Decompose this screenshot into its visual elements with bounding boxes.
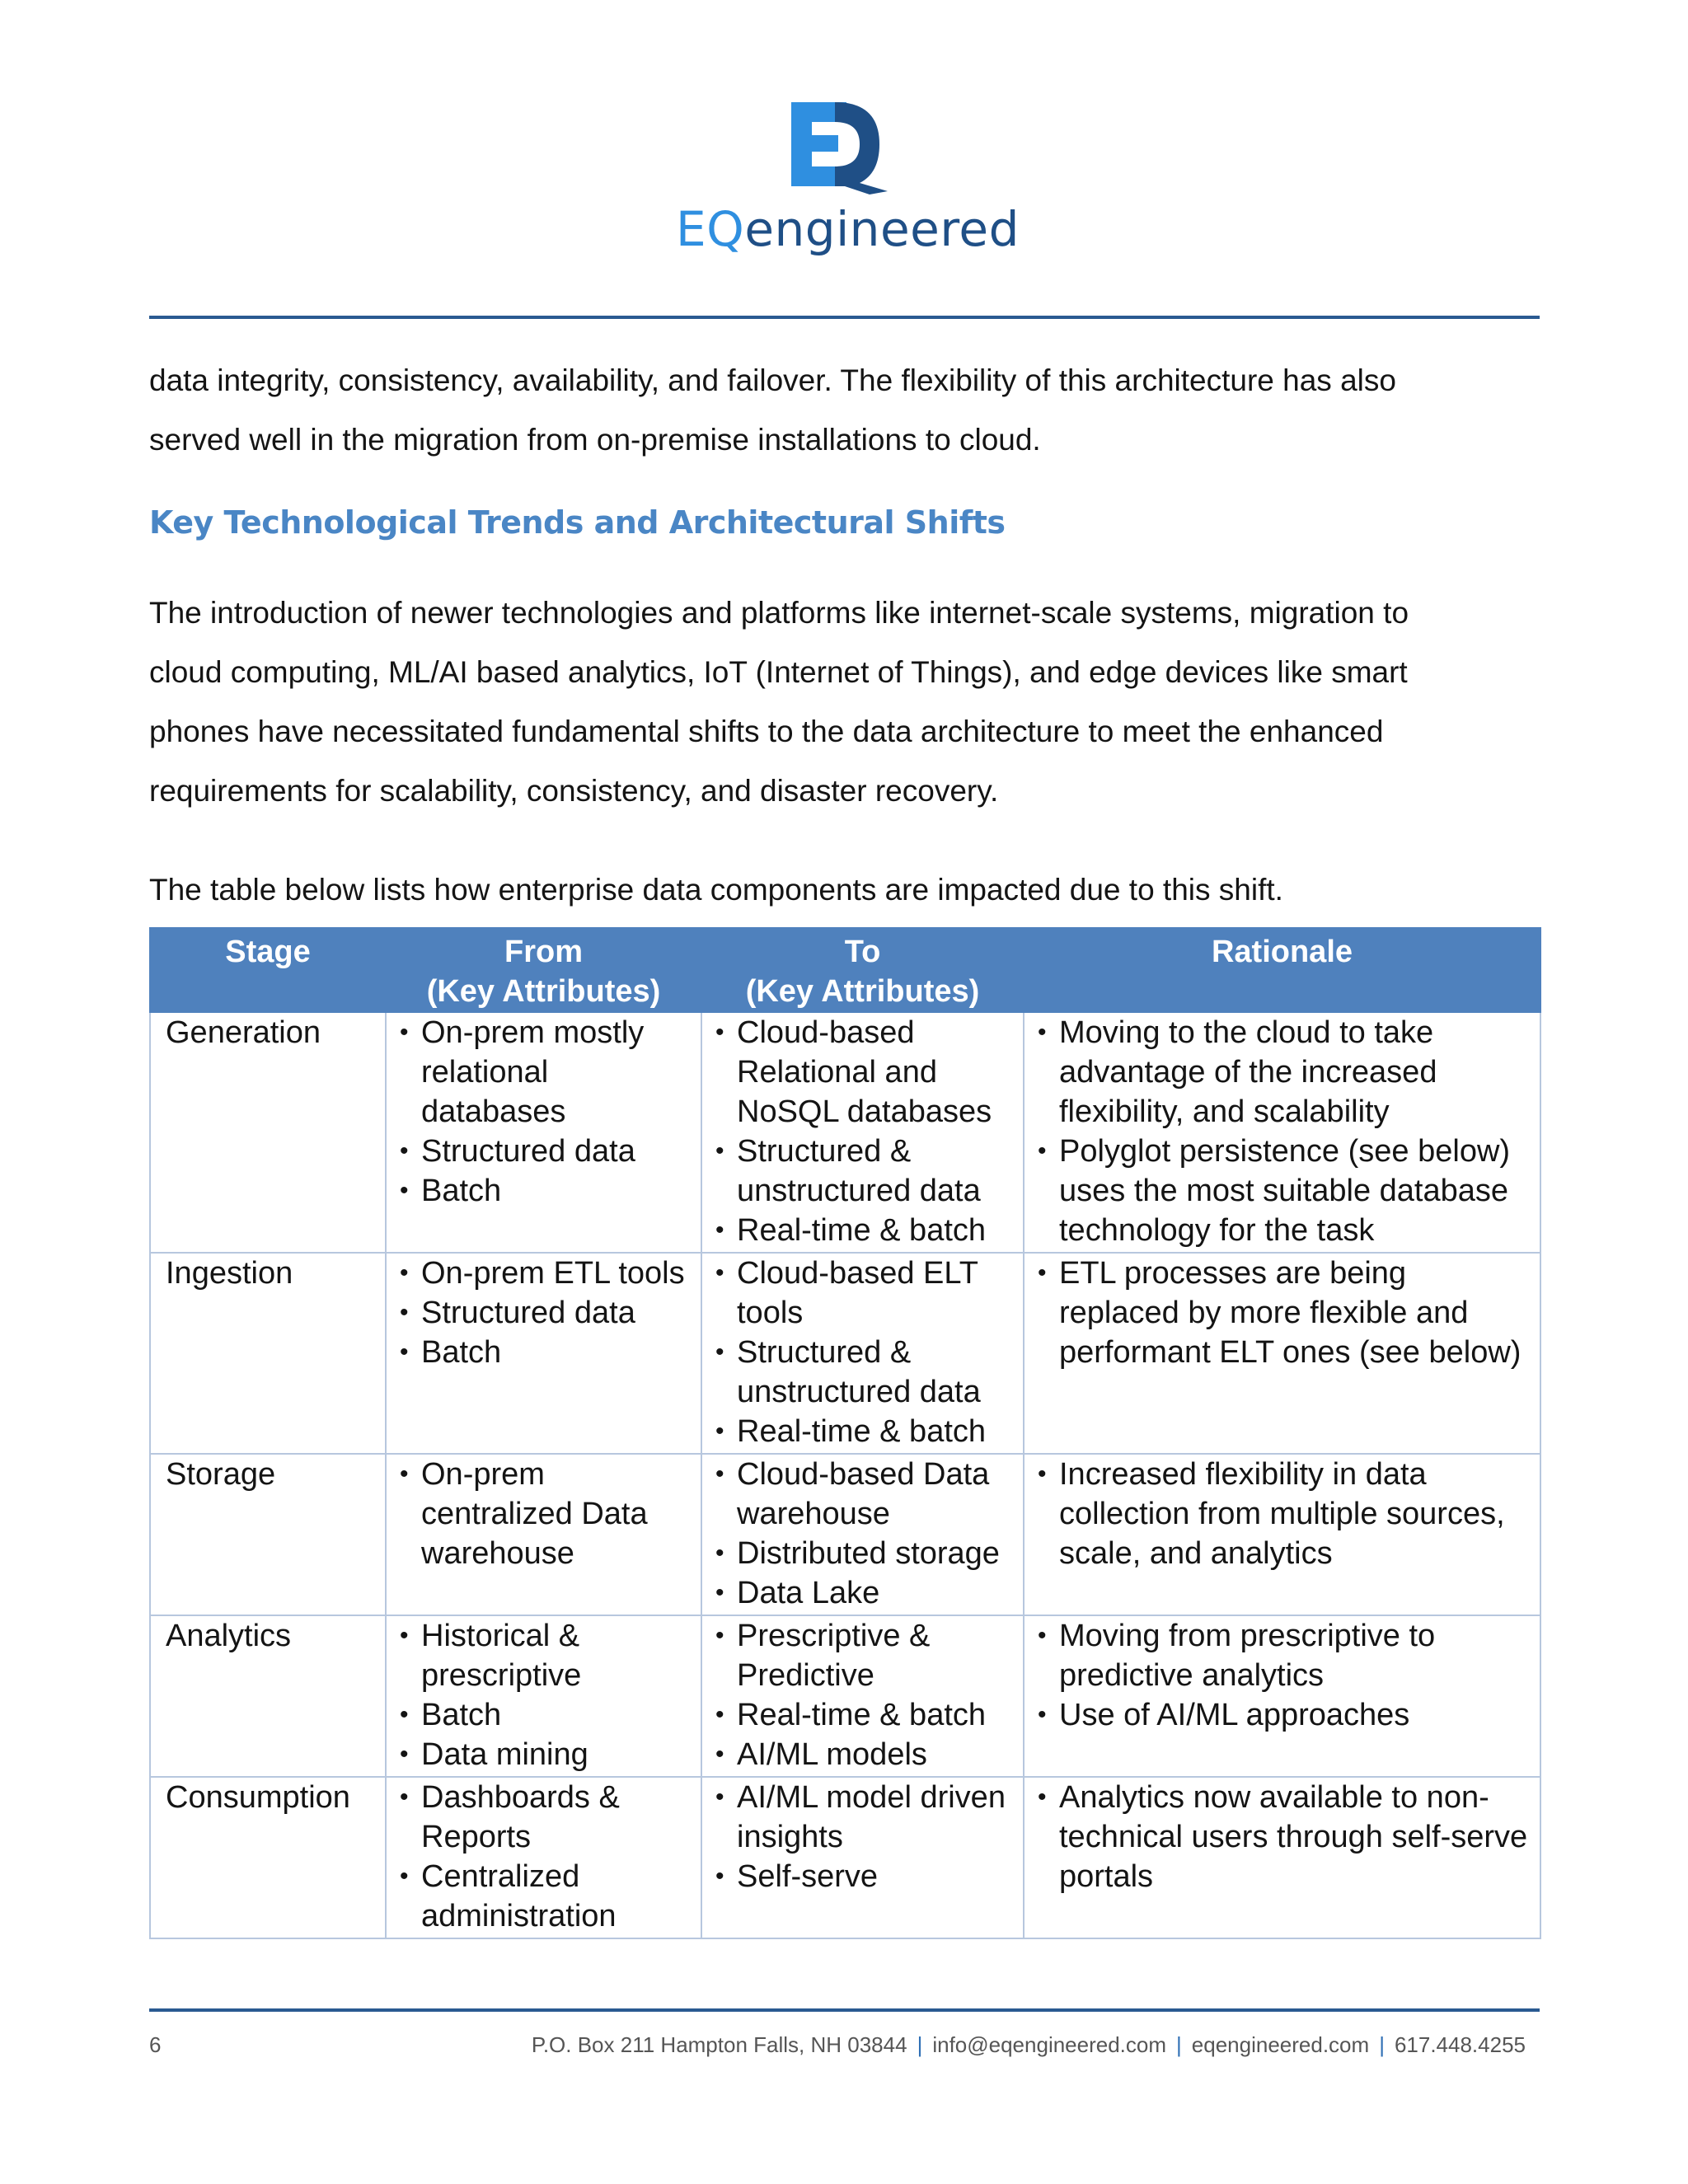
to-cell — [701, 1012, 1024, 1253]
to-list-item: • Prescriptive & Predictive — [715, 1616, 1018, 1695]
from-list-item: • Centralized administration — [400, 1857, 696, 1936]
from-list-item: • Dashboards & Reports — [400, 1778, 696, 1857]
from-list-item: • Data mining — [400, 1735, 696, 1774]
rationale-list — [1038, 1778, 1535, 1896]
to-list-item: • Structured & unstructured data — [715, 1132, 1018, 1211]
intro-line: data integrity, consistency, availability, and failover. The flexibility of this architecture has also — [149, 363, 1396, 397]
to-list-item: • Distributed storage — [715, 1534, 1018, 1573]
from-list — [400, 1778, 696, 1936]
to-list-item: • Self-serve — [715, 1857, 1018, 1896]
trends-line: cloud computing, ML/AI based analytics, IoT (Internet of Things), and edge devices like smart — [149, 655, 1408, 689]
footer-separator: | — [917, 2032, 923, 2057]
rationale-cell — [1024, 1012, 1540, 1253]
from-list — [400, 1455, 696, 1573]
from-cell — [386, 1615, 701, 1777]
to-cell — [701, 1777, 1024, 1938]
stage-cell: Generation — [150, 1012, 386, 1253]
header-divider — [149, 316, 1540, 319]
to-list — [715, 1778, 1018, 1896]
intro-line: served well in the migration from on-premise installations to cloud. — [149, 423, 1041, 457]
to-list-item: • AI/ML models — [715, 1735, 1018, 1774]
company-logo — [676, 97, 1020, 262]
to-list-item: • Real-time & batch — [715, 1412, 1018, 1451]
to-list — [715, 1013, 1018, 1250]
rationale-list — [1038, 1254, 1535, 1372]
data-components-table — [149, 927, 1541, 1939]
from-list-item: • On-prem ETL tools — [400, 1254, 696, 1293]
to-list — [715, 1616, 1018, 1774]
header-from-sublabel: (Key Attributes) — [426, 974, 661, 1009]
from-list-item: • Structured data — [400, 1293, 696, 1333]
trends-line: requirements for scalability, consistency, and disaster recovery. — [149, 774, 999, 808]
to-cell — [701, 1253, 1024, 1454]
from-list-item: • Structured data — [400, 1132, 696, 1171]
from-cell — [386, 1253, 701, 1454]
to-list-item: • Real-time & batch — [715, 1695, 1018, 1735]
rationale-cell — [1024, 1454, 1540, 1615]
footer-email: info@eqengineered.com — [932, 2032, 1167, 2057]
trends-paragraph — [149, 583, 1550, 821]
footer-separator: | — [1379, 2032, 1385, 2057]
table-header-row — [150, 928, 1540, 1012]
trends-line: phones have necessitated fundamental shifts to the data architecture to meet the enhanced — [149, 715, 1384, 748]
table-row — [150, 1454, 1540, 1615]
header-to — [701, 928, 1024, 1012]
header-to-sublabel: (Key Attributes) — [745, 974, 980, 1009]
from-list — [400, 1254, 696, 1372]
to-list-item: • Structured & unstructured data — [715, 1333, 1018, 1412]
rationale-list-item: • Moving to the cloud to take advantage of the increased flexibility, and scalability — [1038, 1013, 1535, 1132]
header-stage — [150, 928, 386, 1012]
header-from — [386, 928, 701, 1012]
rationale-cell — [1024, 1253, 1540, 1454]
to-list-item: • Cloud-based Relational and NoSQL databases — [715, 1013, 1018, 1132]
rationale-list — [1038, 1455, 1535, 1573]
to-list-item: • Cloud-based Data warehouse — [715, 1455, 1018, 1534]
from-list-item: • Batch — [400, 1333, 696, 1372]
to-list — [715, 1455, 1018, 1613]
header-to-label: To — [844, 935, 881, 969]
logo-wordmark — [676, 201, 1020, 257]
from-list-item: • Batch — [400, 1695, 696, 1735]
footer-website: eqengineered.com — [1191, 2032, 1370, 2057]
page-number: 6 — [149, 2032, 162, 2057]
logo-word-eq: EQ — [676, 201, 745, 257]
footer-phone: 617.448.4255 — [1394, 2032, 1526, 2057]
to-list-item: • Cloud-based ELT tools — [715, 1254, 1018, 1333]
table-row — [150, 1253, 1540, 1454]
stage-cell: Storage — [150, 1454, 386, 1615]
rationale-list — [1038, 1616, 1535, 1735]
rationale-cell — [1024, 1615, 1540, 1777]
from-list — [400, 1616, 696, 1774]
from-list-item: • Batch — [400, 1171, 696, 1211]
from-list-item: • Historical & prescriptive — [400, 1616, 696, 1695]
rationale-list-item: • Moving from prescriptive to predictive analytics — [1038, 1616, 1535, 1695]
rationale-list — [1038, 1013, 1535, 1250]
table-row — [150, 1777, 1540, 1938]
section-heading: Key Technological Trends and Architectural Shifts — [149, 504, 1006, 541]
to-list — [715, 1254, 1018, 1451]
stage-cell: Consumption — [150, 1777, 386, 1938]
rationale-list-item: • Polyglot persistence (see below) uses the most suitable database technology for the task — [1038, 1132, 1535, 1250]
rationale-list-item: • Use of AI/ML approaches — [1038, 1695, 1535, 1735]
from-list — [400, 1013, 696, 1211]
to-cell — [701, 1615, 1024, 1777]
rationale-list-item: • Increased flexibility in data collection from multiple sources, scale, and analytics — [1038, 1455, 1535, 1573]
table-row — [150, 1012, 1540, 1253]
table-body — [150, 1012, 1540, 1938]
from-cell — [386, 1454, 701, 1615]
to-list-item: • Real-time & batch — [715, 1211, 1018, 1250]
table-intro: The table below lists how enterprise data components are impacted due to this shift. — [149, 873, 1283, 907]
to-list-item: • Data Lake — [715, 1573, 1018, 1613]
header-stage-label: Stage — [225, 935, 311, 969]
intro-paragraph — [149, 351, 1550, 470]
rationale-list-item: • ETL processes are being replaced by more flexible and performant ELT ones (see below) — [1038, 1254, 1535, 1372]
rationale-list-item: • Analytics now available to non-technical users through self-serve portals — [1038, 1778, 1535, 1896]
from-list-item: • On-prem centralized Data warehouse — [400, 1455, 696, 1573]
to-cell — [701, 1454, 1024, 1615]
header-rationale-label: Rationale — [1211, 935, 1353, 969]
logo-word-rest: engineered — [744, 201, 1020, 257]
from-cell — [386, 1012, 701, 1253]
to-list-item: • AI/ML model driven insights — [715, 1778, 1018, 1857]
header-from-label: From — [504, 935, 583, 969]
header-rationale — [1024, 928, 1540, 1012]
trends-line: The introduction of newer technologies and platforms like internet-scale systems, migration to — [149, 596, 1409, 630]
footer-divider — [149, 2008, 1540, 2012]
eq-logo-icon — [787, 97, 894, 196]
table-row — [150, 1615, 1540, 1777]
footer-separator: | — [1176, 2032, 1182, 2057]
rationale-cell — [1024, 1777, 1540, 1938]
stage-cell: Ingestion — [150, 1253, 386, 1454]
footer-contact — [532, 2030, 1526, 2060]
footer-address: P.O. Box 211 Hampton Falls, NH 03844 — [531, 2032, 907, 2057]
from-list-item: • On-prem mostly relational databases — [400, 1013, 696, 1132]
stage-cell: Analytics — [150, 1615, 386, 1777]
from-cell — [386, 1777, 701, 1938]
